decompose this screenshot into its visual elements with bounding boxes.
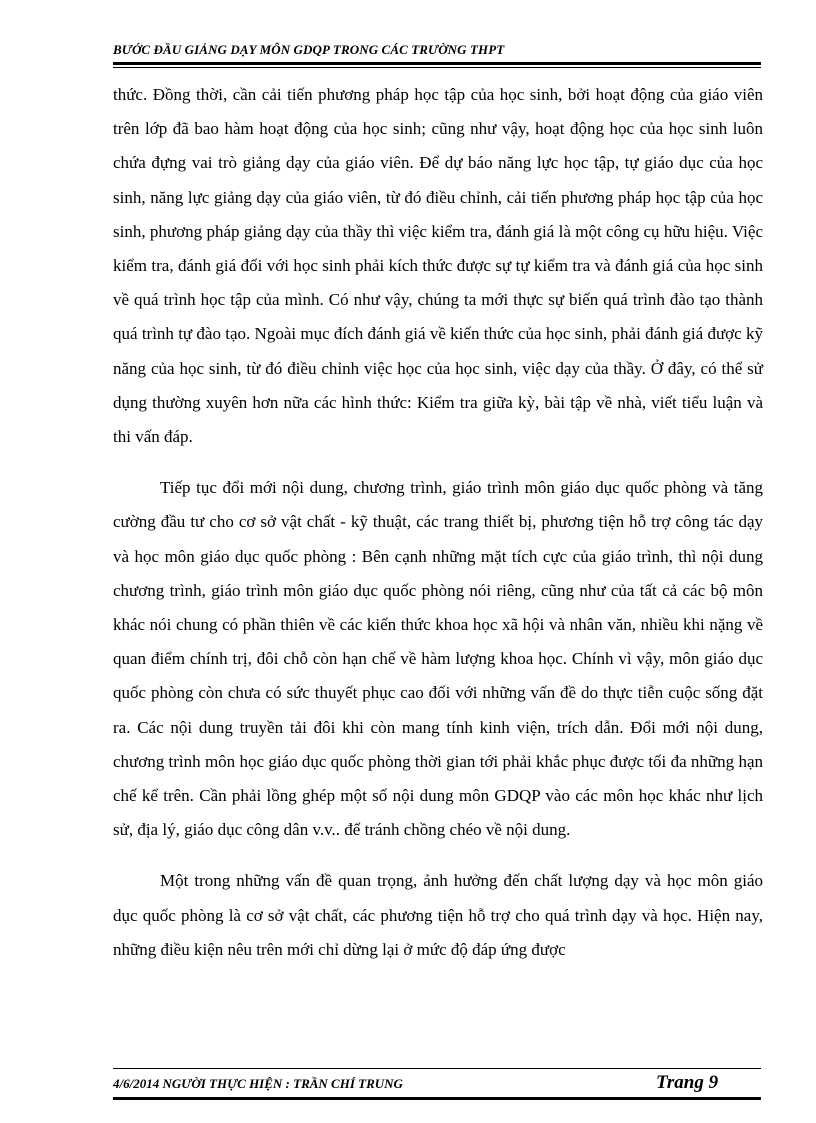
footer-rule-thick bbox=[113, 1097, 761, 1100]
page-header-title: BƯỚC ĐẦU GIẢNG DẠY MÔN GDQP TRONG CÁC TRƯỜNG THPT bbox=[113, 42, 505, 57]
header-rule-thin bbox=[113, 67, 761, 68]
footer-rule-thin bbox=[113, 1068, 761, 1069]
body-paragraph-2: Tiếp tục đổi mới nội dung, chương trình, giáo trình môn giáo dục quốc phòng và tăng cường đầu tư cho cơ sở vật chất - kỹ thuật, các trang thiết bị, phương tiện hỗ trợ công tác dạy và học môn giáo dục quốc phòng : Bên cạnh những mặt tích cực của giáo trình, thì nội dung chương trình, giáo trình môn giáo dục quốc phòng nói riêng, cũng như của tất cả các bộ môn khác nói chung có phần thiên về các kiến thức khoa học xã hội và nhân văn, nhiều khi nặng về quan điểm chính trị, đôi chỗ còn hạn chế về hàm lượng khoa học. Chính vì vậy, môn giáo dục quốc phòng còn chưa có sức thuyết phục cao đối với những vấn đề do thực tiễn cuộc sống đặt ra. Các nội dung truyền tải đôi khi còn mang tính kinh viện, trích dẫn. Đổi mới nội dung, chương trình môn học giáo dục quốc phòng thời gian tới phải khắc phục được tối đa những hạn chế kể trên. Cần phải lồng ghép một số nội dung môn GDQP vào các môn học khác như lịch sử, địa lý, giáo dục công dân v.v.. để tránh chồng chéo về nội dung. bbox=[113, 478, 763, 840]
page-number: Trang 9 bbox=[656, 1072, 719, 1093]
document-body bbox=[113, 78, 763, 967]
body-paragraph-1: thức. Đồng thời, cần cải tiến phương pháp học tập của học sinh, bởi hoạt động của giáo viên trên lớp đã bao hàm hoạt động của học sinh; cũng như vậy, hoạt động học của học sinh luôn chứa đựng vai trò giảng dạy của giáo viên. Để dự báo năng lực học tập, tự giáo dục của học sinh, năng lực giảng dạy của giáo viên, từ đó điều chỉnh, cải tiến phương pháp học tập của học sinh, phương pháp giảng dạy của thầy thì việc kiểm tra, đánh giá là một công cụ hữu hiệu. Việc kiểm tra, đánh giá đối với học sinh phải kích thức được sự tự kiểm tra và đánh giá của học sinh về quá trình học tập của mình. Có như vậy, chúng ta mới thực sự biến quá trình đào tạo thành quá trình tự đào tạo. Ngoài mục đích đánh giá về kiến thức của học sinh, phải đánh giá được kỹ năng của học sinh, từ đó điều chỉnh việc học của học sinh, việc dạy của thầy. Ở đây, có thể sử dụng thường xuyên hơn nữa các hình thức: Kiểm tra giữa kỳ, bài tập về nhà, viết tiểu luận và thi vấn đáp. bbox=[113, 85, 763, 447]
body-paragraph-3: Một trong những vấn đề quan trọng, ảnh hưởng đến chất lượng dạy và học môn giáo dục quốc phòng là cơ sở vật chất, các phương tiện hỗ trợ cho quá trình dạy và học. Hiện nay, những điều kiện nêu trên mới chỉ dừng lại ở mức độ đáp ứng được bbox=[113, 871, 763, 959]
footer-author-date: 4/6/2014 NGƯỜI THỰC HIỆN : TRẦN CHÍ TRUNG bbox=[113, 1076, 403, 1091]
header-rule-thick bbox=[113, 62, 761, 65]
